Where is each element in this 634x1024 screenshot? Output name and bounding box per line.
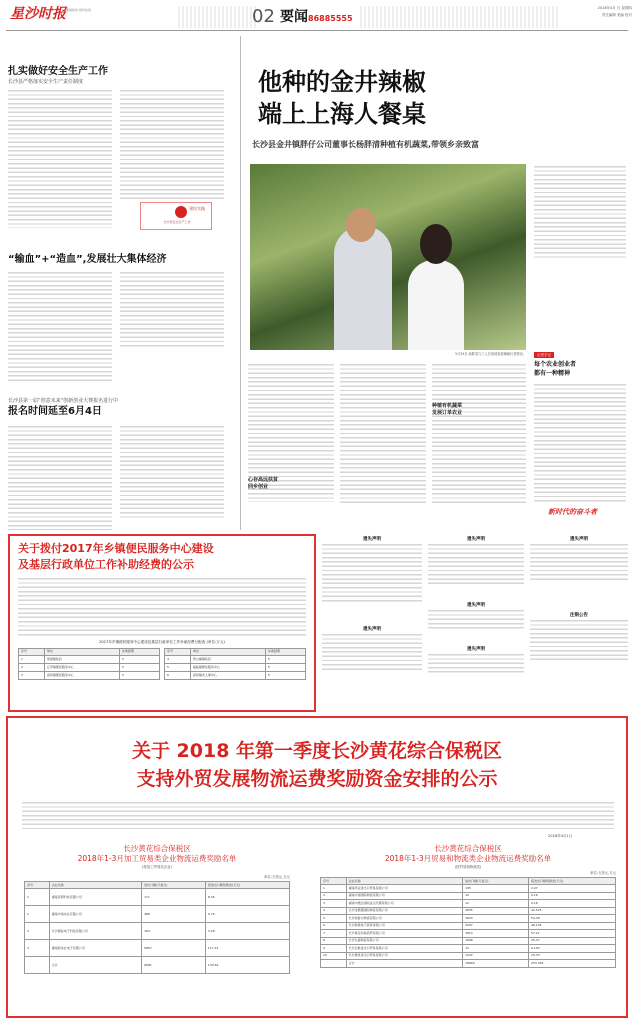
new-era-badge: 新时代的奋斗者 (548, 508, 597, 516)
table-cell: 1698 (463, 937, 529, 945)
left-table-unit: 单位:万美元,万元 (264, 875, 290, 880)
table-cell: 8.45 (205, 889, 289, 906)
right-table-title-1: 长沙黄花综合保税区 (434, 844, 502, 853)
lost-notice-title: 遗失声明 (363, 627, 381, 632)
table-row (321, 922, 616, 930)
table-cell: 2.07 (529, 885, 616, 893)
farmer-man-head (346, 208, 376, 242)
lost-notice-text (428, 610, 524, 630)
table-cell: 6 (165, 672, 191, 680)
table-cell: 湖南环亚进出口贸易有限公司 (346, 885, 462, 893)
table-cell: 长沙信智兴物流有限公司 (346, 915, 462, 923)
article-economy-title: “输血”+“造血”,发展壮大集体经济 (8, 254, 167, 265)
table-header-cell: 企业名称 (346, 878, 462, 885)
right-table-note: (按贸易和物流类) (454, 865, 482, 869)
contest-title: 报名时间延至6月4日 (8, 406, 102, 417)
farmer-woman-head (420, 224, 452, 264)
table-cell: 4 (321, 907, 347, 915)
table-row (19, 656, 160, 664)
table-row (321, 930, 616, 938)
table-cell: 16890 (463, 960, 529, 968)
feature-body-col2 (340, 364, 426, 504)
table-cell: 5 (120, 656, 160, 664)
table-cell: 江背镇便民服务中心 (44, 664, 119, 672)
lost-notice-text (322, 634, 422, 670)
table-header-row (25, 882, 290, 889)
table-row (19, 672, 160, 680)
table-cell: 长沙新港电子商务有限公司 (346, 922, 462, 930)
table-cell: 3 (25, 923, 50, 940)
notice-subsidy (8, 534, 316, 712)
table-header-cell: 序号 (165, 649, 191, 656)
table-header-cell: 进出口额(万美元) (142, 882, 206, 889)
article-contest-body (8, 426, 112, 530)
lost-notice-text (530, 544, 628, 580)
table-row (321, 915, 616, 923)
table-cell: 湖南中南国际物流有限公司 (346, 892, 462, 900)
article-title: 扎实做好安全生产工作 (8, 66, 108, 77)
masthead-rule (6, 30, 628, 31)
lost-notice-title: 遗失声明 (467, 603, 485, 608)
table-header-cell: 补助经费 (266, 649, 306, 656)
page-number: 02 (252, 6, 275, 27)
lost-notice-title: 遗失声明 (467, 537, 485, 542)
table-cell: 1 (321, 885, 347, 893)
table-cell: 6681 (142, 957, 206, 974)
lost-notice-title: 遗失声明 (363, 537, 381, 542)
subsidy-table-left (18, 648, 160, 680)
notice-subsidy-table-unit: (单位:万元) (206, 640, 225, 644)
left-table-title-1: 长沙黄花综合保税区 (123, 844, 191, 853)
table-cell: 1 (19, 656, 45, 664)
table-row (321, 907, 616, 915)
right-table-title-2: 2018年1-3月贸易和物流类企业物流运费奖励名单 (384, 854, 552, 863)
table-cell: 长沙晟世进出口贸易有限公司 (346, 952, 462, 960)
classified-notices (322, 538, 628, 710)
table-cell: 果园镇政府 (44, 656, 119, 664)
table-header-cell: 序号 (321, 878, 347, 885)
table-cell: 42.525 (529, 907, 616, 915)
issue-date: 2018年4月 日 星期四 (597, 6, 632, 10)
table-cell: 9 (321, 945, 347, 953)
table-cell: 488 (142, 906, 206, 923)
table-header-cell: 补助经费 (120, 649, 160, 656)
freight-left-table-block (24, 844, 290, 974)
feature-title-2: 端上上海人餐桌 (258, 100, 426, 128)
table-cell: 青山铺镇政府 (190, 656, 265, 664)
subsidy-table-right (164, 648, 306, 680)
cancellation-title: 注销公告 (570, 613, 588, 618)
commentary-label: 记者手记 (534, 352, 554, 358)
table-cell: 1222 (463, 952, 529, 960)
table-header-cell: 报送出口额奖励金(万元) (205, 882, 289, 889)
table-header-cell: 报送出口额奖励金(万元) (529, 878, 616, 885)
table-cell: 湖南中通达国际货运代理有限公司 (346, 900, 462, 908)
table-cell: 长沙启航进出口贸易有限公司 (346, 945, 462, 953)
table-cell: 164 (142, 923, 206, 940)
table-cell: 4 (165, 656, 191, 664)
contest-kicker: 长沙县第一届“创意未来”创新创业大赛报名进行中 (8, 398, 119, 404)
feature-subtitle: 长沙县金井镇胖仔公司董事长杨胖清种植有机蔬菜,带领乡亲致富 (252, 140, 480, 149)
table-cell: 3207 (463, 922, 529, 930)
notice-freight-date: 2018年4月1日 (548, 834, 573, 838)
table-header-row (321, 878, 616, 885)
table-cell: 5 (266, 656, 306, 664)
table-cell: 5 (165, 664, 191, 672)
lost-notice-3 (428, 538, 524, 598)
article-safety (8, 66, 236, 86)
table-cell: 57.21 (529, 930, 616, 938)
table-row (165, 664, 306, 672)
table-cell: 5 (120, 664, 160, 672)
table-cell: 合计 (49, 957, 141, 974)
lost-notice-4 (428, 604, 524, 644)
article-safety-body (8, 90, 112, 228)
notice-subsidy-table-title (18, 640, 306, 644)
cancellation-text (530, 620, 628, 660)
table-row (321, 945, 616, 953)
lost-notice-text (428, 544, 524, 584)
table-header-cell: 序号 (25, 882, 50, 889)
safety-badge (140, 202, 212, 230)
article-economy-body-2 (120, 272, 224, 348)
table-cell: 长沙黄花综保商贸有限公司 (346, 930, 462, 938)
table-row (19, 664, 160, 672)
notice-subsidy-body (18, 578, 306, 636)
table-cell: 湖南新金业电子有限公司 (49, 940, 141, 957)
table-cell: 高桥镇老人事中心 (190, 672, 265, 680)
table-cell: 12 (463, 900, 529, 908)
table-cell: 2 (25, 906, 50, 923)
table-cell: 7 (321, 930, 347, 938)
table-row (321, 885, 616, 893)
badge-emblem-icon (175, 206, 187, 218)
badge-caption: 长沙县安全生产工作 (163, 220, 191, 224)
table-cell: 长沙弘盛物流有限公司 (346, 937, 462, 945)
photo-caption: 5月29日,杨胖清与工人在基地查看辣椒长势情况。 (455, 352, 526, 356)
table-cell: 135 (463, 885, 529, 893)
notice-subsidy-table-name: 2017年乡镇便民服务中心建设及基层行政单位工作补助经费分配表 (99, 640, 206, 644)
table-cell: 10 (463, 892, 529, 900)
table-cell: 171 (142, 889, 206, 906)
lost-notice-5 (428, 648, 524, 688)
table-cell: 3 (321, 900, 347, 908)
header-ribbon-right (360, 6, 560, 28)
freight-right-table-block (320, 844, 616, 968)
article-subtitle: 长沙县严格落实安全生产责任制度 (8, 79, 84, 85)
table-header-cell: 企业名称 (49, 882, 141, 889)
table-cell: 5 (321, 915, 347, 923)
table-cell: 48.105 (529, 922, 616, 930)
table-row (25, 957, 290, 974)
farmer-man (334, 226, 392, 350)
feature-photo (250, 164, 526, 350)
table-cell: 2835 (463, 907, 529, 915)
freight-table-left (24, 881, 290, 974)
table-cell: 8 (321, 937, 347, 945)
table-row (165, 656, 306, 664)
table-cell: 18.33 (529, 952, 616, 960)
table-cell: 2 (19, 664, 45, 672)
table-cell: 0.195 (529, 945, 616, 953)
freight-table-right (320, 877, 616, 968)
lost-notice-1 (322, 538, 422, 620)
table-header-cell: 进出口额(万美元) (463, 878, 529, 885)
table-cell: 117.14 (205, 940, 289, 957)
table-cell: 3814 (463, 930, 529, 938)
article-contest (8, 398, 236, 418)
table-cell: 0.18 (529, 900, 616, 908)
feature-title-1: 他种的金井辣椒 (258, 68, 426, 96)
lost-notice-text (322, 544, 422, 604)
table-cell: 湖南中南实业有限公司 (49, 906, 141, 923)
table-cell: 13 (463, 945, 529, 953)
article-economy-body (8, 272, 112, 382)
commentary-title-2: 都有一种精神 (534, 370, 571, 377)
table-row (321, 892, 616, 900)
lost-notice-title: 遗失声明 (467, 647, 485, 652)
lost-notice-2 (322, 628, 422, 706)
table-cell: 6 (321, 922, 347, 930)
table-cell: 2 (321, 892, 347, 900)
cancellation-notice (530, 614, 628, 706)
table-cell: 5 (120, 672, 160, 680)
table-cell: 133.62 (205, 957, 289, 974)
feature-side-body (534, 166, 626, 260)
table-row (321, 900, 616, 908)
table-header-cell: 单位 (190, 649, 265, 656)
table-row (321, 952, 616, 960)
table-cell: 5 (266, 664, 306, 672)
header-ribbon (178, 6, 258, 28)
feature-section-head-4: 发展订单农业 (432, 410, 463, 416)
feature-section-head-1: 心存高远扶贫 (248, 477, 279, 483)
notice-subsidy-table-left (18, 648, 160, 680)
table-row (25, 923, 290, 940)
masthead (0, 0, 634, 32)
farmer-woman (408, 260, 464, 350)
table-row (25, 906, 290, 923)
table-row (321, 937, 616, 945)
notice-freight-title-1: 关于 2018 年第一季度长沙黄花综合保税区 (131, 740, 503, 762)
logo: 星沙时报 (10, 6, 66, 22)
issue-editor: 责任编辑 美编 校对 (601, 13, 632, 17)
section-name: 要闻 (280, 9, 308, 25)
notice-freight-title-2: 支持外贸发展物流运费奖励资金安排的公示 (136, 768, 498, 790)
notice-subsidy-table-right (164, 648, 306, 680)
table-cell: 3624 (463, 915, 529, 923)
lost-notice-title: 遗失声明 (570, 537, 588, 542)
table-cell: 10 (321, 952, 347, 960)
article-contest-body-2 (120, 426, 224, 520)
table-header-row (165, 649, 306, 656)
table-cell: 湖南亮研科技有限公司 (49, 889, 141, 906)
notice-subsidy-title-2: 及基层行政单位工作补助经费的公示 (18, 558, 194, 571)
table-cell: 54.36 (529, 915, 616, 923)
feature-section-head-3: 种植有机蔬菜 (432, 403, 463, 409)
table-cell: 4 (25, 940, 50, 957)
badge-text: 建设实践 (189, 206, 205, 211)
table-cell: 253.335 (529, 960, 616, 968)
notice-subsidy-title-1: 关于拨付2017年乡镇便民服务中心建设 (18, 542, 214, 555)
table-header-cell: 单位 (44, 649, 119, 656)
table-header-row (19, 649, 160, 656)
column-divider (240, 36, 241, 530)
table-cell: 0.16 (529, 892, 616, 900)
notice-freight (6, 716, 628, 1018)
table-cell: 25.47 (529, 937, 616, 945)
feature-body-col3 (432, 364, 526, 504)
left-table-note: (按加工贸易类企业) (142, 865, 172, 869)
article-safety-body-2 (120, 90, 224, 200)
left-table-title-2: 2018年1-3月加工贸易类企业物流运费奖励名单 (77, 854, 237, 863)
table-cell: 5 (266, 672, 306, 680)
feature-section-head-2: 回乡创业 (248, 484, 269, 490)
table-cell: 高桥镇便民服务中心 (44, 672, 119, 680)
notice-freight-body (22, 802, 614, 832)
lost-notice-text (428, 654, 524, 674)
table-cell: 3 (19, 672, 45, 680)
table-cell (25, 957, 50, 974)
table-row (25, 889, 290, 906)
hotline: 86885555 (308, 14, 353, 23)
commentary-body (534, 384, 626, 502)
table-row (321, 960, 616, 968)
table-cell: 长沙富能电子科技有限公司 (49, 923, 141, 940)
table-cell: 9.76 (205, 906, 289, 923)
table-row (165, 672, 306, 680)
table-cell (321, 960, 347, 968)
table-cell: 1 (25, 889, 50, 906)
lost-notice-6 (530, 538, 628, 594)
logo-sub: 要闻热线 报料热线 (66, 8, 91, 12)
table-cell: 5857 (142, 940, 206, 957)
table-cell: 长沙金霞通国际物流有限公司 (346, 907, 462, 915)
table-row (25, 940, 290, 957)
table-header-cell: 序号 (19, 649, 45, 656)
table-cell: 合计 (346, 960, 462, 968)
right-table-unit: 单位:万美元,万元 (590, 871, 616, 876)
commentary-title-1: 每个农业创业者 (534, 361, 577, 368)
table-cell: 福临镇便民服务中心 (190, 664, 265, 672)
table-cell: 3.28 (205, 923, 289, 940)
